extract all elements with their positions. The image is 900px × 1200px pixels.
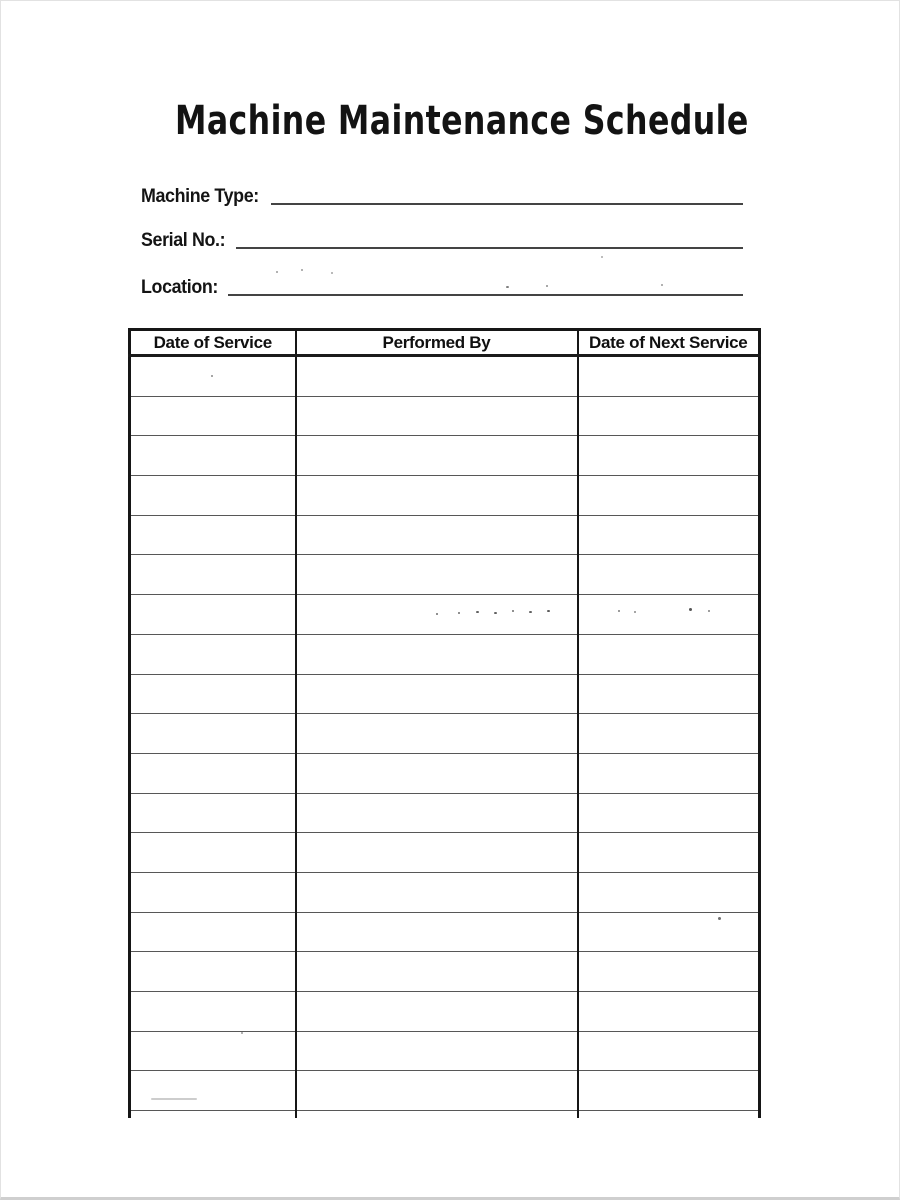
col-header-date-of-service: Date of Service <box>130 330 296 356</box>
scan-speck <box>661 284 663 286</box>
table-cell[interactable] <box>296 634 578 674</box>
table-cell[interactable] <box>578 634 760 674</box>
scan-speck <box>547 610 550 612</box>
table-row <box>130 992 760 1032</box>
scan-speck <box>601 256 603 258</box>
table-cell[interactable] <box>130 1071 296 1111</box>
table-cell[interactable] <box>130 674 296 714</box>
table-row <box>130 396 760 436</box>
scan-speck <box>689 608 692 611</box>
col-header-performed-by: Performed By <box>296 330 578 356</box>
scan-speck <box>546 285 548 287</box>
table-cell[interactable] <box>578 912 760 952</box>
scan-speck <box>301 269 303 271</box>
scan-speck <box>458 612 460 614</box>
table-row <box>130 1071 760 1111</box>
table-cell[interactable] <box>296 674 578 714</box>
scan-speck <box>494 612 497 614</box>
table-row <box>130 356 760 397</box>
table-row-partial <box>130 1111 760 1119</box>
table-row <box>130 674 760 714</box>
col-header-date-of-next-service: Date of Next Service <box>578 330 760 356</box>
table-cell[interactable] <box>130 515 296 555</box>
table-row <box>130 1031 760 1071</box>
table-cell <box>130 1111 296 1119</box>
scan-speck <box>634 611 636 613</box>
serial-no-input-line[interactable] <box>236 247 743 249</box>
table-row <box>130 515 760 555</box>
table-row <box>130 753 760 793</box>
table-cell[interactable] <box>296 356 578 397</box>
table-cell[interactable] <box>130 555 296 595</box>
table-row <box>130 714 760 754</box>
table-cell <box>578 1111 760 1119</box>
table-cell[interactable] <box>578 396 760 436</box>
table-row <box>130 952 760 992</box>
table-cell[interactable] <box>578 872 760 912</box>
table-row <box>130 436 760 476</box>
scan-speck <box>529 611 532 613</box>
table-cell[interactable] <box>130 952 296 992</box>
table-row <box>130 595 760 635</box>
form-title: Machine Maintenance Schedule <box>175 98 749 144</box>
table-cell[interactable] <box>130 833 296 873</box>
scan-speck <box>506 286 509 288</box>
scan-speck <box>151 1098 197 1100</box>
table-cell[interactable] <box>578 1071 760 1111</box>
table-cell[interactable] <box>578 1031 760 1071</box>
table-cell[interactable] <box>578 753 760 793</box>
table-row <box>130 833 760 873</box>
table-cell[interactable] <box>130 436 296 476</box>
table-cell[interactable] <box>578 555 760 595</box>
machine-type-input-line[interactable] <box>271 203 743 205</box>
table-cell[interactable] <box>578 793 760 833</box>
scan-speck <box>436 613 438 615</box>
table-cell[interactable] <box>578 714 760 754</box>
table-cell[interactable] <box>296 515 578 555</box>
table-cell[interactable] <box>578 436 760 476</box>
table-cell[interactable] <box>130 714 296 754</box>
table-cell[interactable] <box>578 674 760 714</box>
table-cell[interactable] <box>578 476 760 516</box>
table-row <box>130 912 760 952</box>
table-cell[interactable] <box>578 952 760 992</box>
table-cell[interactable] <box>296 714 578 754</box>
table-cell[interactable] <box>130 396 296 436</box>
table-cell[interactable] <box>296 1071 578 1111</box>
table-cell[interactable] <box>296 793 578 833</box>
scan-speck <box>276 271 278 273</box>
table-cell[interactable] <box>296 952 578 992</box>
table-cell[interactable] <box>130 476 296 516</box>
scan-speck <box>512 610 514 612</box>
scan-speck <box>476 611 479 613</box>
field-location <box>141 275 743 299</box>
scan-speck <box>331 272 333 274</box>
table-row <box>130 555 760 595</box>
table-cell[interactable] <box>578 356 760 397</box>
table-cell <box>296 1111 578 1119</box>
scan-speck <box>708 610 710 612</box>
maintenance-table <box>128 328 761 1118</box>
table-cell[interactable] <box>130 1031 296 1071</box>
table-cell[interactable] <box>296 1031 578 1071</box>
table-cell[interactable] <box>578 595 760 635</box>
table-cell[interactable] <box>578 833 760 873</box>
table-cell[interactable] <box>130 872 296 912</box>
table-row <box>130 793 760 833</box>
table-cell[interactable] <box>130 595 296 635</box>
table-cell[interactable] <box>130 912 296 952</box>
scan-speck <box>211 375 213 377</box>
scan-speck <box>718 917 721 920</box>
table-row <box>130 872 760 912</box>
location-label: Location: <box>141 277 218 298</box>
field-machine-type <box>141 184 743 208</box>
table-cell[interactable] <box>578 992 760 1032</box>
table-cell[interactable] <box>578 515 760 555</box>
table-cell[interactable] <box>130 793 296 833</box>
table-cell[interactable] <box>296 833 578 873</box>
table-cell[interactable] <box>296 992 578 1032</box>
table-cell[interactable] <box>296 872 578 912</box>
table-cell[interactable] <box>130 753 296 793</box>
table-header-row <box>130 330 760 356</box>
table-cell[interactable] <box>296 476 578 516</box>
location-input-line[interactable] <box>228 294 743 296</box>
scan-speck <box>241 1032 243 1034</box>
serial-no-label: Serial No.: <box>141 230 226 251</box>
table-row <box>130 634 760 674</box>
table-cell[interactable] <box>296 753 578 793</box>
table-cell[interactable] <box>296 555 578 595</box>
table-cell[interactable] <box>296 912 578 952</box>
machine-type-label: Machine Type: <box>141 186 259 207</box>
field-serial-no <box>141 228 743 252</box>
scan-speck <box>618 610 620 612</box>
table-row <box>130 476 760 516</box>
table-cell[interactable] <box>296 436 578 476</box>
table-cell[interactable] <box>130 634 296 674</box>
table-cell[interactable] <box>130 992 296 1032</box>
table-cell[interactable] <box>296 396 578 436</box>
